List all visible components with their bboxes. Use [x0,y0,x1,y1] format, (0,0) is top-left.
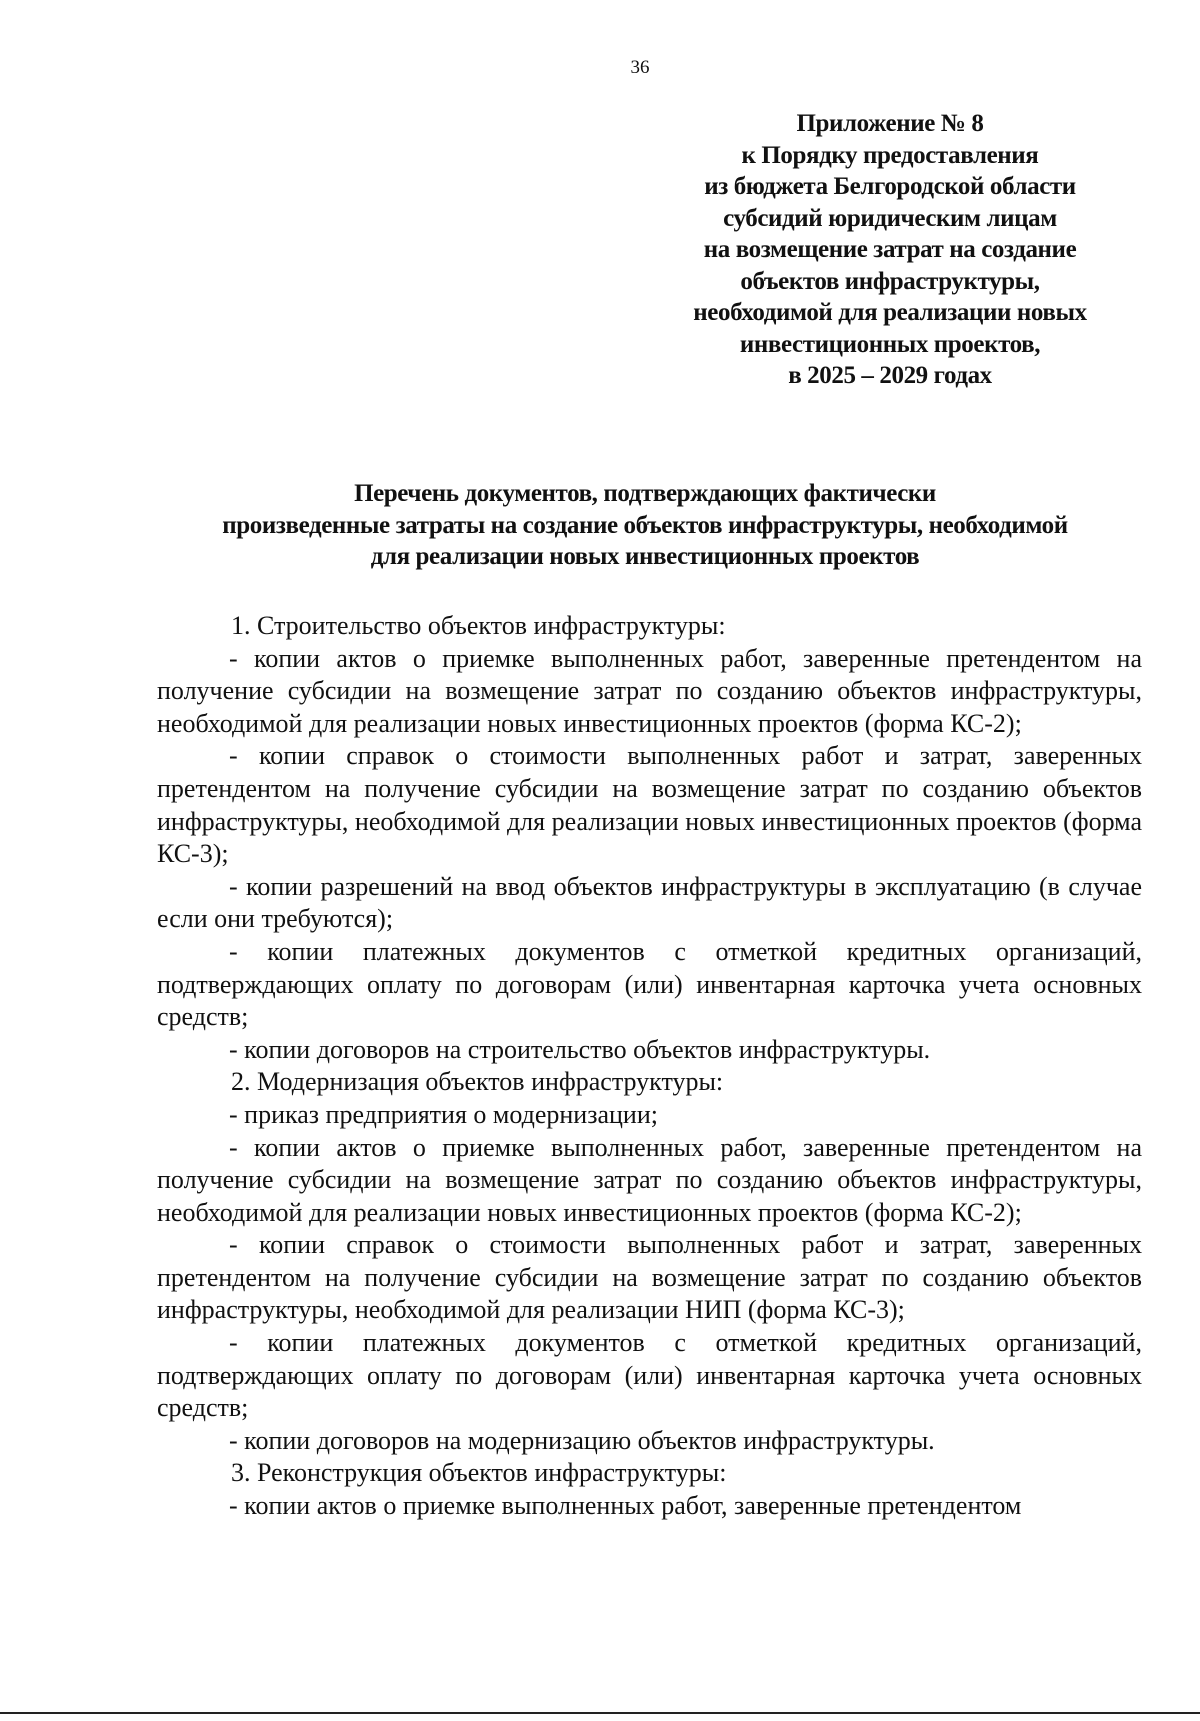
document-title [150,478,1140,573]
section-heading-construction: 1. Строительство объектов инфраструктуры: [231,611,726,640]
page-number: 36 [630,57,650,78]
list-item: - копии разрешений на ввод объектов инфраструктуры в эксплуатацию (в случае если они требуются); [157,871,1142,934]
list-item: - копии договоров на модернизацию объектов инфраструктуры. [229,1425,935,1455]
appendix-line: субсидий юридическим лицам [723,204,1057,232]
appendix-header [640,108,1140,392]
list-item: - копии актов о приемке выполненных работ, заверенные претендентом на получение субсидии на возмещение затрат по созданию объектов инфраструктуры, необходимой для реализации новых инвестиционных проектов (форма КС-2); [157,1132,1142,1227]
bottom-divider [0,1712,1200,1714]
title-line: Перечень документов, подтверждающих фактически [354,480,936,507]
appendix-line: в 2025 – 2029 годах [788,362,992,389]
list-item: - копии актов о приемке выполненных работ, заверенные претендентом на получение субсидии на возмещение затрат по созданию объектов инфраструктуры, необходимой для реализации новых инвестиционных проектов (форма КС-2); [157,643,1142,738]
appendix-line: из бюджета Белгородской области [704,173,1076,200]
section-heading-modernization: 2. Модернизация объектов инфраструктуры: [231,1067,724,1097]
appendix-line: на возмещение затрат на создание [703,236,1077,263]
section-heading-reconstruction: 3. Реконструкция объектов инфраструктуры: [231,1458,727,1488]
appendix-line: необходимой для реализации новых [693,299,1087,326]
title-line: для реализации новых инвестиционных проектов [370,543,920,570]
appendix-line: к Порядку предоставления [741,141,1039,169]
list-item: - копии справок о стоимости выполненных работ и затрат, заверенных претендентом на получение субсидии на возмещение затрат по созданию объектов инфраструктуры, необходимой для реализации новых инвестиционных проектов (форма КС-3); [157,741,1142,869]
appendix-line: Приложение № 8 [796,110,984,137]
list-item: - копии платежных документов с отметкой кредитных организаций, подтверждающих оплату по договорам (или) инвентарная карточка учета основных средств; [157,1328,1142,1423]
list-item: - копии справок о стоимости выполненных работ и затрат, заверенных претендентом на получение субсидии на возмещение затрат по созданию объектов инфраструктуры, необходимой для реализации НИП (форма КС-3); [157,1230,1142,1325]
list-item: - копии договоров на строительство объектов инфраструктуры. [229,1034,931,1064]
list-item: - копии актов о приемке выполненных работ, заверенные претендентом [229,1491,1022,1521]
appendix-line: инвестиционных проектов, [739,330,1041,358]
list-item: - копии платежных документов с отметкой кредитных организаций, подтверждающих оплату по договорам (или) инвентарная карточка учета основных средств; [157,936,1142,1032]
list-item: - приказ предприятия о модернизации; [229,1099,658,1129]
document-body [157,610,1142,1523]
appendix-line: объектов инфраструктуры, [740,267,1040,295]
title-line: произведенные затраты на создание объектов инфраструктуры, необходимой [222,511,1068,539]
